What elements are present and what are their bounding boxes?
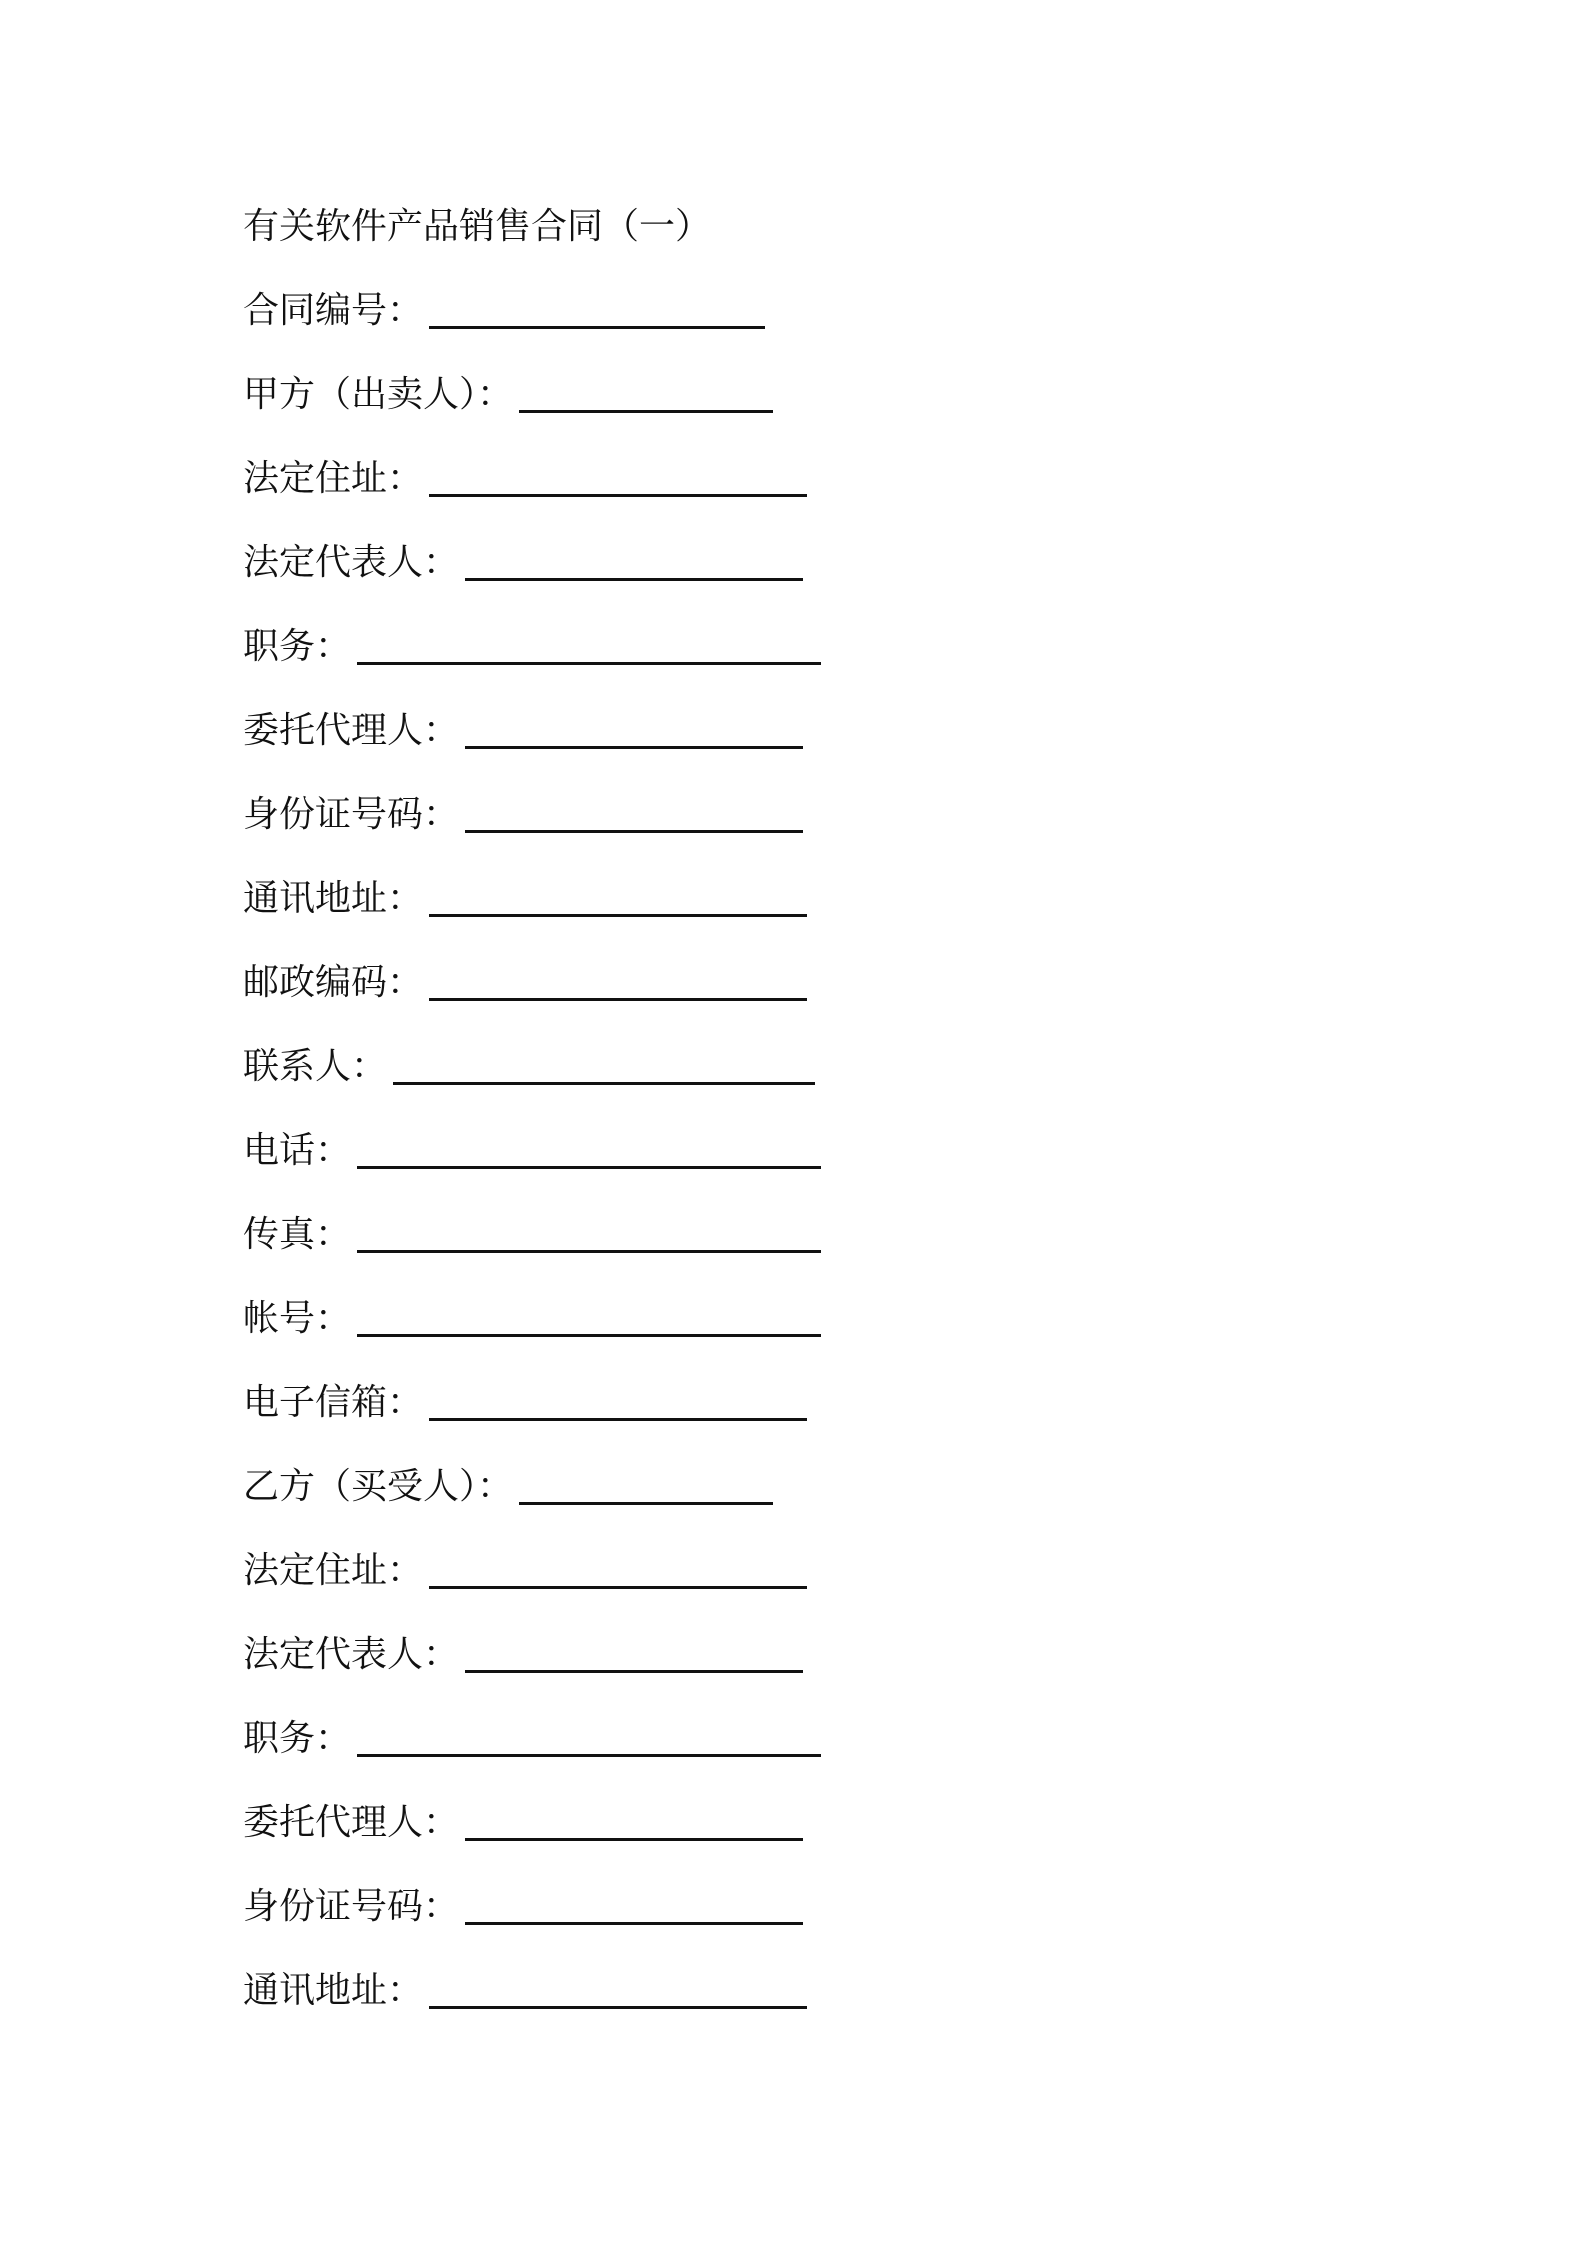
blank-line [465,826,803,833]
field-phone [243,1127,1343,1175]
field-id-number-b [243,1883,1343,1931]
field-label: 法定住址： [243,1550,424,1591]
blank-line [429,322,765,329]
field-label: 法定代表人： [243,1634,460,1675]
field-label: 法定代表人： [243,542,460,583]
field-label: 帐号： [243,1298,352,1339]
field-label: 合同编号： [243,290,424,331]
field-label: 通讯地址： [243,1970,424,2011]
field-label: 甲方（出卖人）： [243,374,514,415]
blank-line [429,1582,807,1589]
field-label: 委托代理人： [243,710,460,751]
field-position [243,623,1343,671]
field-legal-representative-b [243,1631,1343,1679]
blank-line [429,2002,807,2009]
field-contact-person [243,1043,1343,1091]
field-label: 身份证号码： [243,1886,460,1927]
field-label: 电子信箱： [243,1382,424,1423]
field-label: 邮政编码： [243,962,424,1003]
field-label: 联系人： [243,1046,388,1087]
field-legal-address-b [243,1547,1343,1595]
blank-line [429,910,807,917]
blank-line [429,1414,807,1421]
blank-line [357,1246,821,1253]
field-label: 职务： [243,1718,352,1759]
blank-line [465,1918,803,1925]
blank-line [465,574,803,581]
field-mailing-address-b [243,1967,1343,2015]
blank-line [357,658,821,665]
field-legal-representative [243,539,1343,587]
blank-line [429,490,807,497]
field-label: 传真： [243,1214,352,1255]
field-label: 法定住址： [243,458,424,499]
field-account-number [243,1295,1343,1343]
blank-line [357,1330,821,1337]
field-label: 职务： [243,626,352,667]
field-label: 乙方（买受人）： [243,1466,514,1507]
blank-line [465,1666,803,1673]
blank-line [357,1750,821,1757]
field-legal-address [243,455,1343,503]
field-label: 身份证号码： [243,794,460,835]
field-authorized-agent [243,707,1343,755]
field-id-number [243,791,1343,839]
field-label: 委托代理人： [243,1802,460,1843]
blank-line [357,1162,821,1169]
blank-line [465,1834,803,1841]
field-authorized-agent-b [243,1799,1343,1847]
field-postal-code [243,959,1343,1007]
field-fax [243,1211,1343,1259]
document-title: 有关软件产品销售合同（一） [243,206,712,247]
blank-line [519,406,773,413]
field-party-a [243,371,1343,419]
field-label: 通讯地址： [243,878,424,919]
blank-line [393,1078,815,1085]
document-body [243,203,1343,2051]
field-contract-number [243,287,1343,335]
blank-line [429,994,807,1001]
field-mailing-address [243,875,1343,923]
blank-line [519,1498,773,1505]
blank-line [465,742,803,749]
field-position-b [243,1715,1343,1763]
field-email [243,1379,1343,1427]
field-party-b [243,1463,1343,1511]
field-label: 电话： [243,1130,352,1171]
